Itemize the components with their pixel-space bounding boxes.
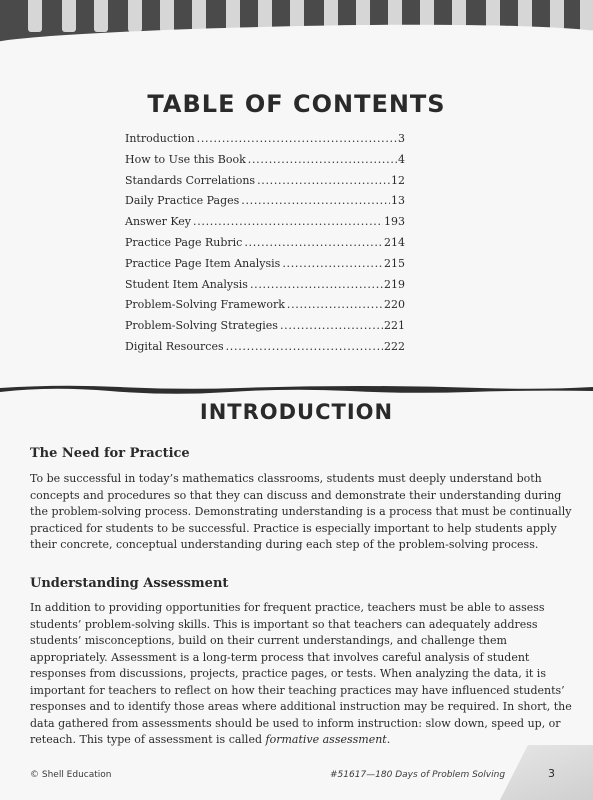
- toc-entry-label: Problem-Solving Strategies: [125, 319, 278, 333]
- introduction-title: INTRODUCTION: [199, 400, 394, 424]
- toc-leader-dots: [193, 215, 383, 228]
- toc-entry[interactable]: [125, 298, 405, 319]
- section-heading-need-for-practice: The Need for Practice: [30, 446, 190, 461]
- toc-entry-label: Standards Correlations: [125, 173, 256, 187]
- toc-entry-label: Introduction: [125, 132, 195, 145]
- page-number: 3: [548, 767, 555, 780]
- toc-entry[interactable]: [125, 340, 405, 361]
- toc-leader-dots: [226, 340, 383, 353]
- toc-leader-dots: [282, 257, 383, 270]
- toc-entry-label: Student Item Analysis: [125, 277, 248, 291]
- toc-entry-label: Digital Resources: [125, 339, 224, 353]
- paragraph-end: .: [386, 733, 391, 746]
- section-heading-understanding-assessment: Understanding Assessment: [30, 576, 229, 591]
- paragraph-text: In addition to providing opportunities for frequent practice, teachers must be able to assess students’ problem-solving skills. This is important so that teachers can adequately address students’ misconceptions, build on their current understandings, and challenge them appropriately. Assessment is a long-term process that involves careful analysis of student responses from discussions, projects, practice pages, or tests. When analyzing the data, it is important for teachers to reflect on how their teaching practices may have influenced students’ responses and to identify those areas where additional instruction may be required. In short, the data gathered from assessments should be used to inform instruction: slow down, speed up, or reteach. This type of assessment is called: [30, 601, 572, 746]
- section-divider: [0, 382, 593, 396]
- paragraph-need-for-practice: To be successful in today’s mathematics classrooms, students must deeply understand both concepts and procedures so that they can discuss and demonstrate their understanding during the problem-solving process. Demonstrating understanding is a process that must be continually practiced for students to be successful. Practice is especially important to help students apply their concrete, conceptual understanding during each step of the problem-solving process.: [30, 472, 572, 551]
- toc-leader-dots: [250, 278, 383, 291]
- toc-entry[interactable]: [125, 236, 405, 257]
- toc-entry[interactable]: [125, 153, 405, 174]
- toc-entry[interactable]: [125, 215, 405, 236]
- toc-entry-label: How to Use this Book: [125, 152, 246, 166]
- toc-entry[interactable]: [125, 132, 405, 153]
- toc-leader-dots: [248, 153, 397, 166]
- toc-entry-page: 4: [398, 152, 405, 166]
- toc-entry-page: 222: [384, 339, 405, 353]
- toc-entry-page: 13: [391, 194, 405, 208]
- decorative-banner: [0, 0, 593, 50]
- emphasis-formative-assessment: formative assessment: [265, 733, 387, 746]
- toc-entry-label: Answer Key: [125, 215, 191, 229]
- toc-entry[interactable]: [125, 174, 405, 195]
- toc-entry-label: Daily Practice Pages: [125, 194, 240, 208]
- toc-entry[interactable]: [125, 257, 405, 278]
- toc-leader-dots: [257, 174, 390, 187]
- toc-entry-label: Practice Page Rubric: [125, 235, 243, 249]
- toc-entry-page: 193: [384, 215, 405, 229]
- page-corner-shape: [500, 745, 593, 800]
- toc-leader-dots: [280, 319, 383, 332]
- toc-entry-page: 221: [384, 319, 405, 333]
- paragraph-understanding-assessment: [30, 600, 575, 749]
- toc-leader-dots: [287, 298, 383, 311]
- toc-title: TABLE OF CONTENTS: [147, 90, 446, 118]
- toc-entry-label: Practice Page Item Analysis: [125, 256, 281, 270]
- toc-entry[interactable]: [125, 194, 405, 215]
- toc-entry-page: 219: [384, 277, 405, 291]
- toc-entry[interactable]: [125, 319, 405, 340]
- footer-book-title: #51617—180 Days of Problem Solving: [330, 770, 506, 780]
- toc-entry-page: 214: [384, 235, 405, 249]
- toc-entry-label: Problem-Solving Framework: [125, 298, 285, 312]
- toc-entry-page: 220: [384, 298, 405, 312]
- footer-publisher: © Shell Education: [30, 770, 112, 780]
- toc-entry[interactable]: [125, 278, 405, 299]
- toc-entry-page: 12: [391, 173, 405, 187]
- toc-leader-dots: [244, 236, 383, 249]
- toc-list: [125, 132, 405, 361]
- toc-entry-page: 215: [384, 256, 405, 270]
- toc-entry-page: 3: [398, 132, 405, 145]
- toc-leader-dots: [197, 132, 397, 145]
- toc-leader-dots: [241, 194, 390, 207]
